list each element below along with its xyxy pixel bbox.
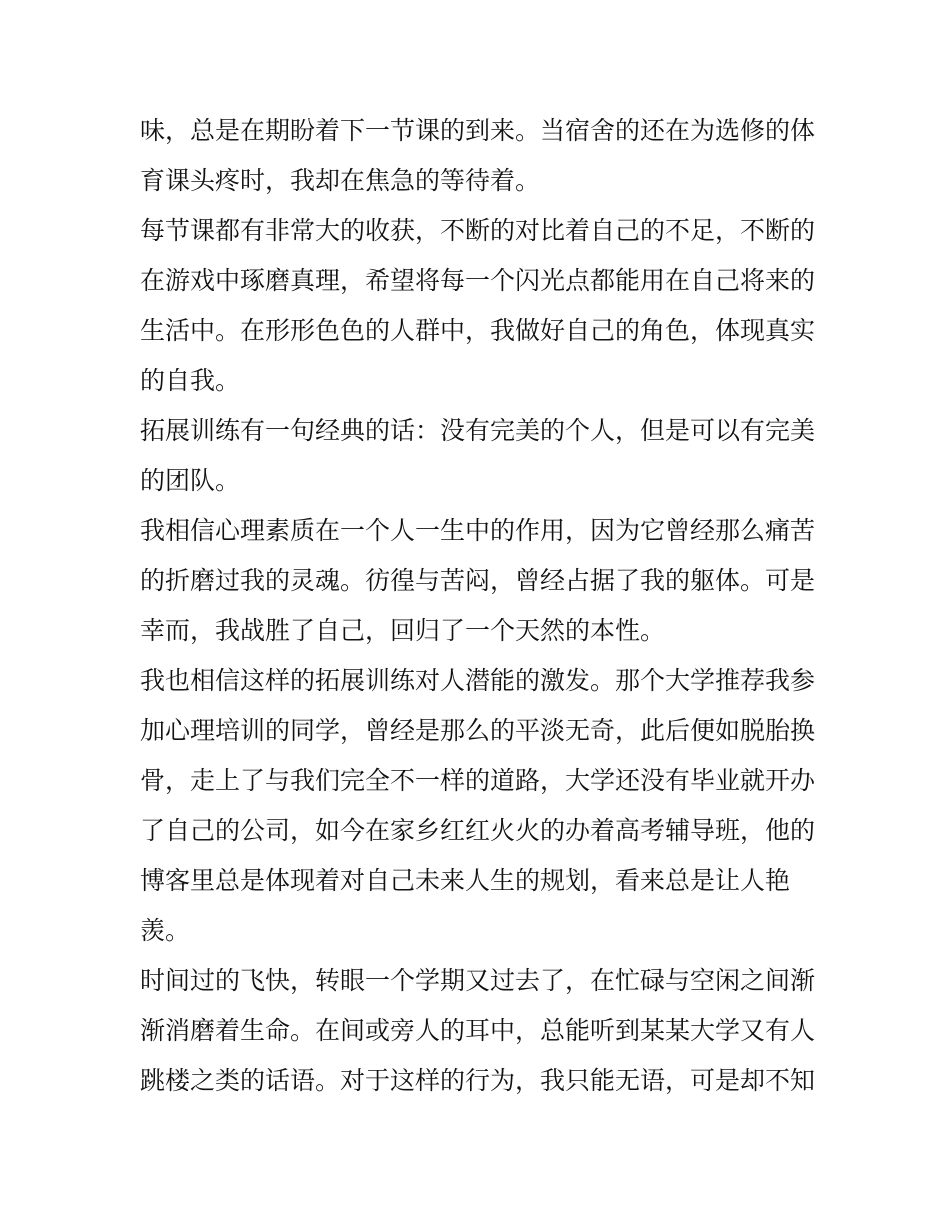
- text-line: 的团队。: [140, 466, 241, 495]
- text-line: 羡。: [140, 916, 191, 945]
- text-line: 骨，走上了与我们完全不一样的道路，大学还没有毕业就开办: [140, 766, 816, 795]
- text-line: 幸而，我战胜了自己，回归了一个天然的本性。: [140, 616, 666, 645]
- text-line: 跳楼之类的话语。对于这样的行为，我只能无语，可是却不知: [140, 1066, 816, 1095]
- text-line: 我也相信这样的拓展训练对人潜能的激发。那个大学推荐我参: [140, 666, 816, 695]
- text-line: 渐消磨着生命。在间或旁人的耳中，总能听到某某大学又有人: [140, 1016, 816, 1045]
- text-line: 时间过的飞快，转眼一个学期又过去了，在忙碌与空闲之间渐: [140, 966, 816, 995]
- text-line: 我相信心理素质在一个人一生中的作用，因为它曾经那么痛苦: [140, 516, 816, 545]
- text-line: 加心理培训的同学，曾经是那么的平淡无奇，此后便如脱胎换: [140, 716, 816, 745]
- text-line: 的折磨过我的灵魂。彷徨与苦闷，曾经占据了我的躯体。可是: [140, 566, 816, 595]
- text-line: 育课头疼时，我却在焦急的等待着。: [140, 166, 541, 195]
- text-line: 生活中。在形形色色的人群中，我做好自己的角色，体现真实: [140, 316, 816, 345]
- text-line: 了自己的公司，如今在家乡红红火火的办着高考辅导班，他的: [140, 816, 816, 845]
- text-line: 博客里总是体现着对自己未来人生的规划，看来总是让人艳: [140, 866, 791, 895]
- document-page: [140, 106, 820, 1106]
- text-line: 味，总是在期盼着下一节课的到来。当宿舍的还在为选修的体: [140, 116, 816, 145]
- text-line: 的自我。: [140, 366, 241, 395]
- text-line: 每节课都有非常大的收获，不断的对比着自己的不足，不断的: [140, 216, 816, 245]
- text-line: 拓展训练有一句经典的话：没有完美的个人，但是可以有完美: [140, 416, 816, 445]
- text-line: 在游戏中琢磨真理，希望将每一个闪光点都能用在自己将来的: [140, 266, 816, 295]
